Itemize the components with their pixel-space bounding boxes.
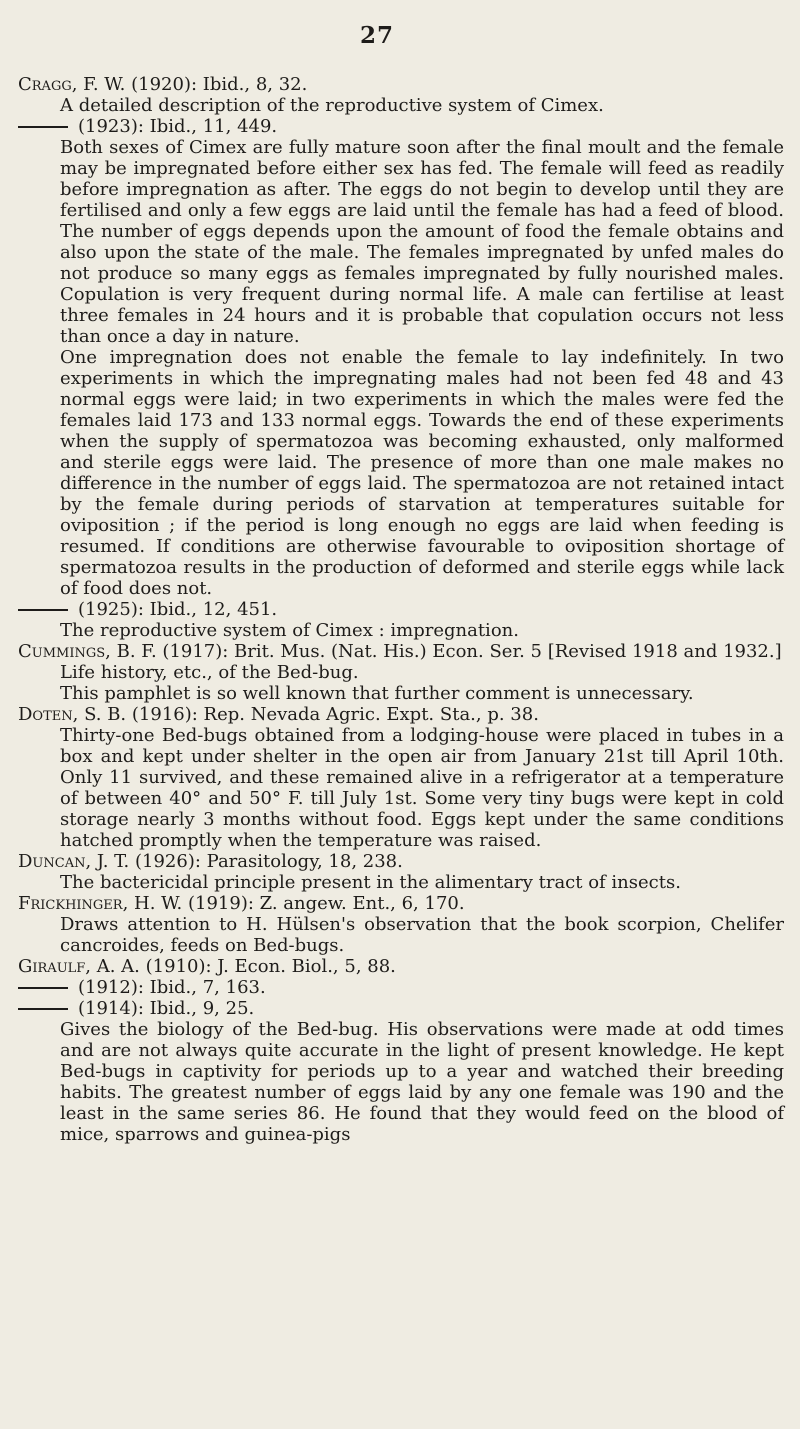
bibliography <box>18 74 784 1145</box>
entry-author: Frickhinger, H. W. <box>18 893 183 914</box>
entry-citation: (1923): Ibid., 11, 449. <box>78 116 278 137</box>
repeat-author-dash <box>18 987 68 989</box>
entry-description: The bactericidal principle present in the alimentary tract of insects. <box>60 872 681 893</box>
entry-description: Thirty-one Bed-bugs obtained from a lodging-house were placed in tubes in a box and kept under shelter in the open air from January 21st till April 10th. Only 11 survived, and these remained alive in a refrigerator at a temperature of between 40° and 50° F. till July 1st. Some very tiny bugs were kept in cold storage nearly 3 months without food. Eggs kept under the same conditions hatched promptly when the temperature was raised. <box>60 725 784 851</box>
entry-citation: (1919): Z. angew. Ent., 6, 170. <box>187 893 465 914</box>
entry-citation: (1914): Ibid., 9, 25. <box>78 998 255 1019</box>
entry-frickhinger-1919 <box>18 893 784 914</box>
entry-citation: (1926): Parasitology, 18, 238. <box>135 851 403 872</box>
entry-description: Draws attention to H. Hülsen's observation that the book scorpion, Chelifer cancroides, feeds on Bed-bugs. <box>60 914 784 956</box>
entry-author: Doten, S. B. <box>18 704 127 725</box>
entry-girault-1912 <box>18 977 784 998</box>
entry-cragg-1920 <box>18 74 784 95</box>
entry-citation: (1925): Ibid., 12, 451. <box>78 599 278 620</box>
entry-girault-1910 <box>18 956 784 977</box>
entry-cummings-1917 <box>18 641 784 662</box>
entry-cragg-1925 <box>18 599 784 620</box>
entry-description: The reproductive system of Cimex : impregnation. <box>60 620 519 641</box>
entry-girault-1914 <box>18 998 784 1019</box>
entry-author: Cragg, F. W. <box>18 74 126 95</box>
entry-description: A detailed description of the reproductive system of Cimex. <box>60 95 604 116</box>
entry-description-continued: One impregnation does not enable the female to lay indefinitely. In two experiments in which the impregnating males had not been fed 48 and 43 normal eggs were laid; in two experiments in which the males were fed the females laid 173 and 133 normal eggs. Towards the end of these experiments when the supply of spermatozoa was becoming exhausted, only malformed and sterile eggs were laid. The presence of more than one male makes no difference in the number of eggs laid. The spermatozoa are not retained intact by the female during periods of starvation at temperatures suitable for oviposition ; if the period is long enough no eggs are laid when feeding is resumed. If conditions are otherwise favourable to oviposition shortage of spermatozoa results in the production of deformed and sterile eggs while lack of food does not. <box>60 347 784 599</box>
entry-description: Gives the biology of the Bed-bug. His observations were made at odd times and are not always quite accurate in the light of present knowledge. He kept Bed-bugs in captivity for periods up to a year and watched their breeding habits. The greatest number of eggs laid by any one female was 190 and the least in the same series 86. He found that they would feed on the blood of mice, sparrows and guinea-pigs <box>60 1019 784 1145</box>
entry-description: Life history, etc., of the Bed-bug. <box>60 662 359 683</box>
repeat-author-dash <box>18 609 68 611</box>
repeat-author-dash <box>18 1008 68 1010</box>
entry-description-continued: This pamphlet is so well known that further comment is unnecessary. <box>60 683 694 704</box>
entry-citation: (1920): Ibid., 8, 32. <box>131 74 308 95</box>
entry-author: Giraulf, A. A. <box>18 956 140 977</box>
entry-author: Cummings, B. F. <box>18 641 157 662</box>
entry-doten-1916 <box>18 704 784 725</box>
entry-cragg-1923 <box>18 116 784 137</box>
entry-citation: (1910): J. Econ. Biol., 5, 88. <box>145 956 396 977</box>
entry-citation: (1912): Ibid., 7, 163. <box>78 977 266 998</box>
entry-description: Both sexes of Cimex are fully mature soon after the final moult and the female may be impregnated before either sex has fed. The female will feed as readily before impregnation as after. The eggs do not begin to develop until they are fertilised and only a few eggs are laid until the female has had a feed of blood. The number of eggs depends upon the amount of food the female obtains and also upon the state of the male. The females impregnated by unfed males do not produce so many eggs as females impregnated by fully nourished males. Copulation is very frequent during normal life. A male can fertilise at least three females in 24 hours and it is probable that copulation occurs not less than once a day in nature. <box>60 137 784 347</box>
page-number: 27 <box>360 22 395 49</box>
repeat-author-dash <box>18 126 68 128</box>
entry-author: Duncan, J. T. <box>18 851 130 872</box>
entry-citation: (1916): Rep. Nevada Agric. Expt. Sta., p. 38. <box>131 704 539 725</box>
entry-citation: (1917): Brit. Mus. (Nat. His.) Econ. Ser. 5 [Revised 1918 and 1932.] <box>162 641 782 662</box>
entry-duncan-1926 <box>18 851 784 872</box>
